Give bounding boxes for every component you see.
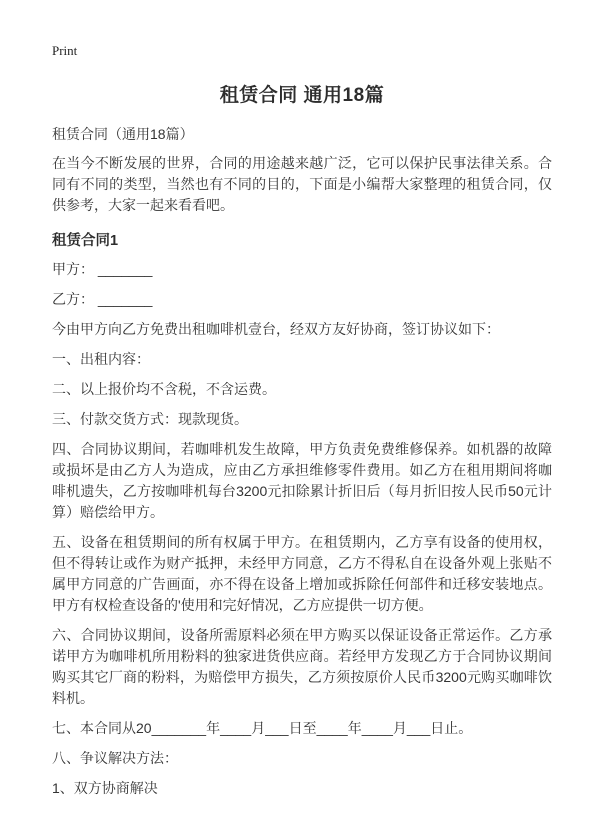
contract-paragraph: 二、以上报价均不含税，不含运费。 bbox=[52, 381, 276, 397]
contract-paragraph: 甲方： _______ bbox=[52, 261, 153, 277]
intro-paragraph: 在当今不断发展的世界，合同的用途越来越广泛，它可以保护民事法律关系。合同有不同的类型，当然也有不同的目的，下面是小编帮大家整理的租赁合同，仅供参考，大家一起来看看吧。 bbox=[52, 155, 552, 213]
contract-paragraph: 七、本合同从20_______年____月___日至____年____月___日止。 bbox=[52, 720, 473, 736]
contract-paragraph: 今由甲方向乙方免费出租咖啡机壹台，经双方友好协商，签订协议如下： bbox=[52, 321, 500, 337]
contract-paragraph: 八、争议解决方法： bbox=[52, 750, 178, 766]
section-heading: 租赁合同1 bbox=[52, 233, 119, 249]
doc-subtitle: 租赁合同（通用18篇） bbox=[52, 126, 194, 142]
contract-paragraph: 五、设备在租赁期间的所有权属于甲方。在租赁期内，乙方享有设备的使用权，但不得转让或作为财产抵押，未经甲方同意，乙方不得私自在设备外观上张贴不属甲方同意的广告画面，亦不得在设备上增加或拆除任何部件和迁移安装地点。甲方有权检查设备的'使用和完好情况，乙方应提供一切方便。 bbox=[52, 534, 552, 613]
contract-paragraph: 四、合同协议期间，若咖啡机发生故障，甲方负责免费维修保养。如机器的故障或损坏是由乙方人为造成，应由乙方承担维修零件费用。如乙方在租用期间将咖啡机遗失，乙方按咖啡机每台3200元扣除累计折旧后（每月折旧按人民币50元计算）赔偿给甲方。 bbox=[52, 441, 552, 520]
page-title: 租赁合同 通用18篇 bbox=[219, 85, 385, 106]
paragraph-list bbox=[52, 259, 552, 799]
print-link[interactable]: Print bbox=[52, 43, 78, 58]
contract-paragraph: 六、合同协议期间，设备所需原料必须在甲方购买以保证设备正常运作。乙方承诺甲方为咖啡机所用粉料的独家进货供应商。若经甲方发现乙方于合同协议期间购买其它厂商的粉料，为赔偿甲方损失，乙方须按原价人民币3200元购买咖啡饮料机。 bbox=[52, 627, 552, 706]
contract-paragraph: 乙方： _______ bbox=[52, 291, 153, 307]
contract-paragraph: 三、付款交货方式：现款现货。 bbox=[52, 411, 248, 427]
contract-paragraph: 一、出租内容： bbox=[52, 351, 150, 367]
contract-paragraph: 1、双方协商解决 bbox=[52, 780, 158, 796]
